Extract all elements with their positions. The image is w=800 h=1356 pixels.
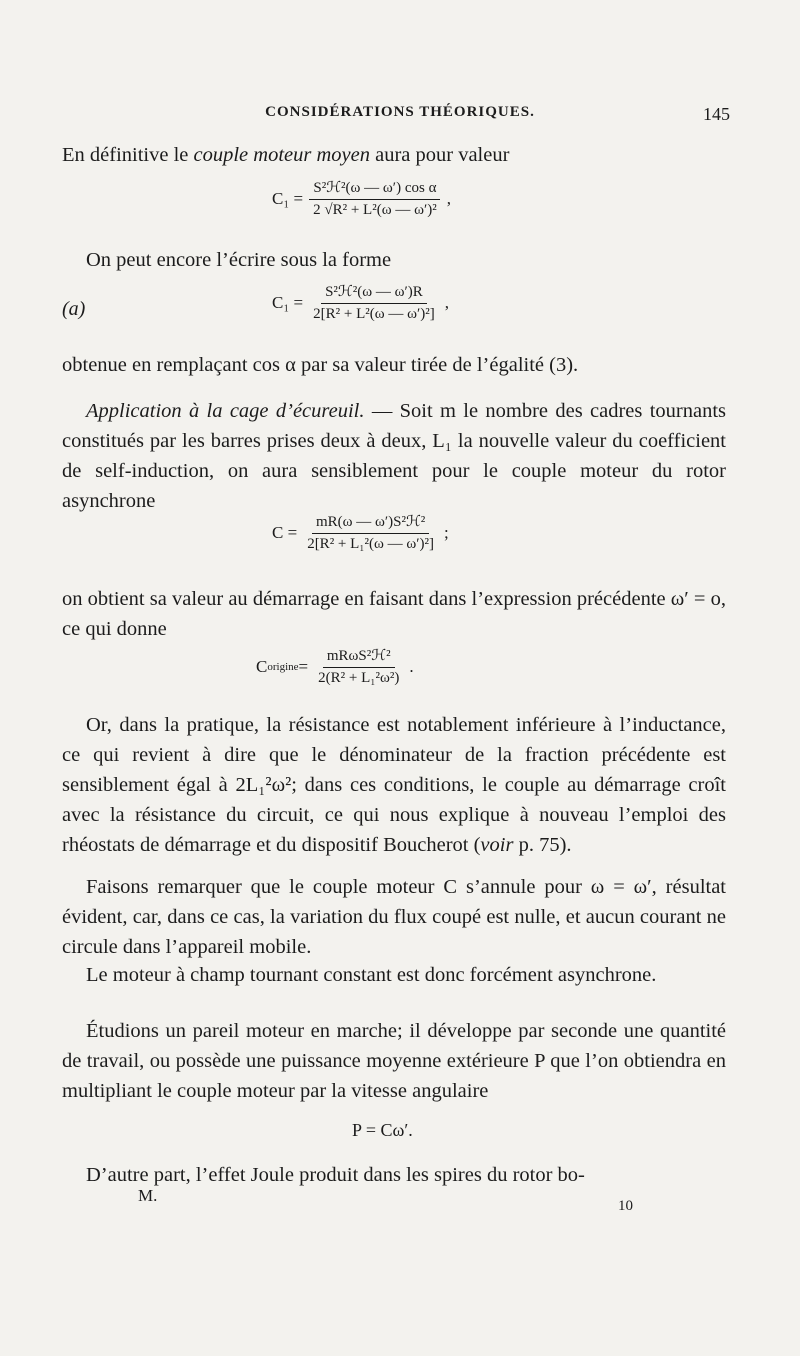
denominator: 2[R² + L₁²(ω — ω′)²] [307,536,435,552]
signature-mark: M. [138,1186,158,1205]
paragraph-7: Faisons remarquer que le couple moteur C s’annule pour ω = ω′, résultat évident, car, dans ce cas, la variation du flux coupé est nulle, et aucun courant ne circule dans l’appareil mobile. [62,876,726,958]
numerator: S²ℋ²(ω — ω′)R [321,282,427,304]
section-heading: Application à la cage d’écureuil. [86,400,365,422]
paragraph-8: Le moteur à champ tournant constant est donc forcément asynchrone. [86,964,657,986]
emphasis: voir [480,834,514,856]
formula-3: C = $\frac{\text{mR(ω — ω′)S²ℋ²}}{\text{2[R² + L₁²(ω — ω′)²]}}$ ; [272,514,449,552]
numerator: mRωS²ℋ² [323,646,395,668]
paragraph-4: Application à la cage d’écureuil. — Soit m le nombre des cadres tournants constitués par les barres prises deux à deux, L₁ la nouvelle valeur du coefficient de self-induction, on aura sensiblement pour le couple moteur du rotor asynchrone [62,400,726,512]
paragraph-9: Étudions un pareil moteur en marche; il développe par seconde une quantité de travail, ou possède une puissance moyenne extérieure P que l’on obtiendra en multipliant le couple moteur par la vitesse angulaire [62,1020,726,1102]
formula-1: C₁ = $\frac{\text{S²ℋ²(ω — ω′) cos α}}{\text{2 √R² + L²(ω — ω′)²}}$ , [272,180,451,218]
fraction [309,282,439,323]
running-title: CONSIDÉRATIONS THÉORIQUES. [265,104,535,120]
fraction [309,178,441,219]
denominator: 2(R² + L₁²ω²) [318,670,400,686]
paragraph-2: On peut encore l’écrire sous la forme [86,249,392,271]
emphasis: couple moteur moyen [193,144,370,166]
paragraph-3: obtenue en remplaçant cos α par sa valeur tirée de l’égalité (3). [62,354,579,376]
page-number: 145 [703,104,730,124]
denominator: 2[R² + L²(ω — ω′)²] [313,306,435,322]
numerator: mR(ω — ω′)S²ℋ² [312,512,429,534]
paragraph-5: on obtient sa valeur au démarrage en faisant dans l’expression précédente ω′ = o, ce qui donne [62,588,726,640]
fraction [314,646,403,687]
equation-label: (a) [62,298,86,320]
paragraph-10: D’autre part, l’effet Joule produit dans les spires du rotor bo- [86,1164,585,1186]
denominator: 2 √R² + L²(ω — ω′)² [313,202,437,218]
fraction [303,512,438,553]
formula-5: P = Cω′. [352,1120,413,1140]
subscript: origine [267,660,299,673]
sheet-number: 10 [618,1198,633,1214]
formula-2: C₁ = $\frac{\text{S²ℋ²(ω — ω′)R}}{\text{2[R² + L²(ω — ω′)²]}}$ , [272,284,449,322]
paragraph-1: En définitive le couple moteur moyen aura pour valeur [62,144,510,166]
formula-4: C origine = $\frac{\text{mRωS²ℋ²}}{\text{2(R² + L₁²ω²)}}$ . [256,648,414,686]
numerator: S²ℋ²(ω — ω′) cos α [309,178,440,200]
paragraph-6: Or, dans la pratique, la résistance est notablement inférieure à l’inductance, ce qui revient à dire que le dénominateur de la fraction précédente est sensiblement égal à 2L₁²ω²; dans ces conditions, le couple au démarrage croît avec la résistance du circuit, ce qui nous explique à nouveau l’emploi des rhéostats de démarrage et du dispositif Boucherot (voir p. 75). [62,714,726,856]
